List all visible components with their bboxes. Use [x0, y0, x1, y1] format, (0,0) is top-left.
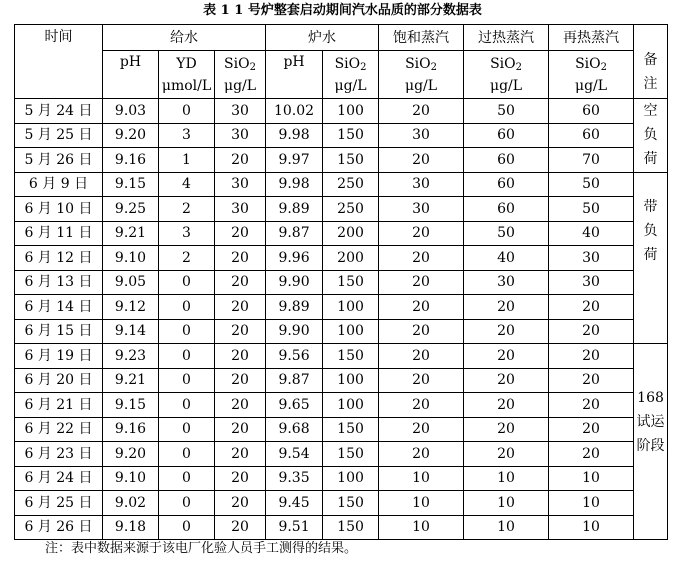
cell-sio2-superheated: 20: [464, 417, 549, 442]
cell-sio2-reheated: 70: [549, 148, 634, 173]
header-sio2-label: SiO$_2$: [405, 55, 437, 73]
cell-yd: 0: [159, 442, 215, 467]
cell-ph-boiler: 9.87: [266, 221, 323, 246]
cell-sio2-feedwater: 20: [215, 515, 266, 540]
header-sio2-label: SiO$_2$: [334, 55, 367, 73]
cell-sio2-saturated: 20: [379, 442, 464, 467]
cell-date: 6 月 23 日: [15, 442, 103, 467]
table-row: [15, 197, 668, 222]
cell-sio2-feedwater: 20: [215, 393, 266, 418]
cell-sio2-boiler: 150: [323, 344, 379, 369]
cell-yd: 0: [159, 466, 215, 491]
table-title: 表 1 1 号炉整套启动期间汽水品质的部分数据表: [203, 3, 482, 18]
header-boiler-water: 炉水: [266, 25, 379, 51]
cell-sio2-boiler: 100: [323, 99, 379, 124]
cell-sio2-reheated: 10: [549, 466, 634, 491]
cell-ph-boiler: 9.87: [266, 368, 323, 393]
cell-sio2-superheated: 60: [464, 123, 549, 148]
cell-sio2-feedwater: 20: [215, 148, 266, 173]
header-sio2-unit: μg/L: [574, 77, 608, 94]
cell-sio2-feedwater: 30: [215, 99, 266, 124]
table-row: [15, 246, 668, 271]
cell-date: 6 月 12 日: [15, 246, 103, 271]
header-sio2-label: SiO$_2$: [490, 55, 522, 73]
cell-sio2-superheated: 50: [464, 221, 549, 246]
cell-sio2-superheated: 20: [464, 344, 549, 369]
cell-sio2-boiler: 100: [323, 368, 379, 393]
cell-sio2-feedwater: 20: [215, 466, 266, 491]
cell-sio2-feedwater: 20: [215, 417, 266, 442]
cell-ph-feedwater: 9.16: [103, 148, 159, 173]
cell-date: 6 月 24 日: [15, 466, 103, 491]
remark-cell: [634, 344, 668, 540]
remark-cell: [634, 99, 668, 173]
table-row: [15, 466, 668, 491]
cell-sio2-saturated: 20: [379, 344, 464, 369]
cell-ph-feedwater: 9.20: [103, 123, 159, 148]
cell-sio2-saturated: 10: [379, 491, 464, 516]
cell-sio2-saturated: 20: [379, 246, 464, 271]
header-ph-boiler: pH: [266, 51, 323, 99]
header-sio2-label: SiO$_2$: [575, 55, 607, 73]
header-remark: [634, 25, 668, 99]
cell-yd: 2: [159, 197, 215, 222]
cell-sio2-boiler: 150: [323, 491, 379, 516]
header-yd-label: YD: [176, 55, 197, 72]
cell-sio2-feedwater: 20: [215, 344, 266, 369]
cell-ph-feedwater: 9.21: [103, 221, 159, 246]
cell-sio2-feedwater: 20: [215, 442, 266, 467]
cell-sio2-feedwater: 20: [215, 368, 266, 393]
header-time: 时间: [15, 25, 103, 99]
cell-yd: 0: [159, 99, 215, 124]
header-saturated-steam: 饱和蒸汽: [379, 25, 464, 51]
cell-ph-boiler: 9.56: [266, 344, 323, 369]
table-row: [15, 172, 668, 197]
cell-sio2-superheated: 30: [464, 270, 549, 295]
table-row: [15, 368, 668, 393]
cell-sio2-saturated: 20: [379, 295, 464, 320]
cell-sio2-saturated: 20: [379, 368, 464, 393]
table-row: [15, 491, 668, 516]
cell-sio2-saturated: 20: [379, 99, 464, 124]
header-yd-unit: μmol/L: [161, 77, 212, 94]
cell-sio2-reheated: 30: [549, 270, 634, 295]
cell-sio2-boiler: 200: [323, 246, 379, 271]
cell-sio2-feedwater: 20: [215, 221, 266, 246]
remark-cell: [634, 172, 668, 344]
cell-date: 6 月 14 日: [15, 295, 103, 320]
header-ph-feedwater: pH: [103, 51, 159, 99]
cell-sio2-boiler: 150: [323, 417, 379, 442]
cell-sio2-superheated: 10: [464, 515, 549, 540]
cell-ph-boiler: 9.89: [266, 197, 323, 222]
table-row: [15, 344, 668, 369]
cell-sio2-boiler: 150: [323, 515, 379, 540]
cell-date: 6 月 15 日: [15, 319, 103, 344]
table-row: [15, 295, 668, 320]
cell-ph-boiler: 9.96: [266, 246, 323, 271]
cell-date: 6 月 9 日: [15, 172, 103, 197]
table-row: [15, 99, 668, 124]
table-row: [15, 319, 668, 344]
cell-sio2-boiler: 100: [323, 319, 379, 344]
cell-sio2-reheated: 20: [549, 344, 634, 369]
cell-ph-boiler: 9.51: [266, 515, 323, 540]
cell-yd: 3: [159, 221, 215, 246]
cell-sio2-boiler: 100: [323, 466, 379, 491]
header-row-groups: [15, 25, 668, 51]
cell-date: 6 月 21 日: [15, 393, 103, 418]
cell-yd: 2: [159, 246, 215, 271]
table-row: [15, 270, 668, 295]
cell-sio2-saturated: 10: [379, 515, 464, 540]
cell-ph-boiler: 9.89: [266, 295, 323, 320]
cell-ph-feedwater: 9.05: [103, 270, 159, 295]
header-sio2-saturated: [379, 51, 464, 99]
cell-ph-boiler: 9.35: [266, 466, 323, 491]
cell-date: 6 月 25 日: [15, 491, 103, 516]
cell-yd: 0: [159, 491, 215, 516]
cell-sio2-saturated: 20: [379, 319, 464, 344]
cell-sio2-feedwater: 30: [215, 123, 266, 148]
cell-sio2-superheated: 20: [464, 442, 549, 467]
remark-text: 带负荷: [643, 198, 658, 263]
cell-sio2-reheated: 60: [549, 123, 634, 148]
cell-sio2-reheated: 10: [549, 491, 634, 516]
header-superheated-steam: 过热蒸汽: [464, 25, 549, 51]
cell-sio2-saturated: 30: [379, 172, 464, 197]
cell-ph-feedwater: 9.21: [103, 368, 159, 393]
cell-date: 5 月 26 日: [15, 148, 103, 173]
header-sio2-reheated: [549, 51, 634, 99]
cell-ph-boiler: 9.90: [266, 270, 323, 295]
cell-yd: 0: [159, 515, 215, 540]
cell-sio2-feedwater: 20: [215, 295, 266, 320]
cell-sio2-superheated: 10: [464, 466, 549, 491]
cell-sio2-superheated: 20: [464, 368, 549, 393]
header-yd: [159, 51, 215, 99]
cell-ph-boiler: 9.98: [266, 123, 323, 148]
cell-yd: 4: [159, 172, 215, 197]
cell-ph-feedwater: 9.03: [103, 99, 159, 124]
cell-ph-feedwater: 9.10: [103, 466, 159, 491]
cell-sio2-superheated: 60: [464, 148, 549, 173]
cell-sio2-reheated: 40: [549, 221, 634, 246]
cell-yd: 0: [159, 319, 215, 344]
cell-ph-boiler: 10.02: [266, 99, 323, 124]
cell-sio2-reheated: 20: [549, 368, 634, 393]
cell-sio2-reheated: 20: [549, 393, 634, 418]
cell-yd: 0: [159, 393, 215, 418]
cell-ph-feedwater: 9.15: [103, 172, 159, 197]
cell-yd: 0: [159, 417, 215, 442]
cell-date: 6 月 11 日: [15, 221, 103, 246]
cell-yd: 0: [159, 368, 215, 393]
cell-ph-feedwater: 9.12: [103, 295, 159, 320]
cell-sio2-feedwater: 20: [215, 246, 266, 271]
cell-ph-feedwater: 9.20: [103, 442, 159, 467]
cell-date: 5 月 25 日: [15, 123, 103, 148]
cell-ph-boiler: 9.68: [266, 417, 323, 442]
cell-ph-feedwater: 9.15: [103, 393, 159, 418]
cell-ph-boiler: 9.65: [266, 393, 323, 418]
cell-sio2-boiler: 100: [323, 295, 379, 320]
cell-ph-boiler: 9.97: [266, 148, 323, 173]
cell-sio2-reheated: 60: [549, 99, 634, 124]
cell-yd: 0: [159, 270, 215, 295]
table-row: [15, 515, 668, 540]
cell-sio2-saturated: 20: [379, 393, 464, 418]
cell-yd: 1: [159, 148, 215, 173]
cell-ph-feedwater: 9.10: [103, 246, 159, 271]
cell-sio2-boiler: 150: [323, 270, 379, 295]
cell-sio2-saturated: 10: [379, 466, 464, 491]
cell-sio2-reheated: 20: [549, 442, 634, 467]
remark-text: 空负荷: [643, 103, 658, 167]
header-feedwater: 给水: [103, 25, 266, 51]
header-row-params: [15, 51, 668, 99]
cell-sio2-saturated: 20: [379, 221, 464, 246]
cell-date: 5 月 24 日: [15, 99, 103, 124]
header-sio2-unit: μg/L: [334, 77, 367, 94]
cell-ph-feedwater: 9.16: [103, 417, 159, 442]
cell-sio2-superheated: 10: [464, 491, 549, 516]
header-sio2-unit: μg/L: [404, 77, 438, 94]
header-sio2-unit: μg/L: [489, 77, 523, 94]
cell-ph-boiler: 9.90: [266, 319, 323, 344]
cell-ph-feedwater: 9.23: [103, 344, 159, 369]
cell-sio2-feedwater: 30: [215, 172, 266, 197]
cell-date: 6 月 13 日: [15, 270, 103, 295]
table-row: [15, 148, 668, 173]
cell-yd: 3: [159, 123, 215, 148]
table-row: [15, 417, 668, 442]
cell-sio2-reheated: 20: [549, 295, 634, 320]
cell-sio2-saturated: 20: [379, 270, 464, 295]
cell-sio2-boiler: 150: [323, 442, 379, 467]
cell-sio2-superheated: 20: [464, 319, 549, 344]
cell-sio2-saturated: 20: [379, 417, 464, 442]
cell-ph-feedwater: 9.18: [103, 515, 159, 540]
table-row: [15, 393, 668, 418]
cell-ph-boiler: 9.54: [266, 442, 323, 467]
cell-date: 6 月 26 日: [15, 515, 103, 540]
cell-ph-boiler: 9.98: [266, 172, 323, 197]
header-sio2-feedwater: [215, 51, 266, 99]
cell-date: 6 月 22 日: [15, 417, 103, 442]
table-row: [15, 221, 668, 246]
header-reheated-steam: 再热蒸汽: [549, 25, 634, 51]
cell-sio2-superheated: 20: [464, 295, 549, 320]
cell-sio2-boiler: 100: [323, 393, 379, 418]
cell-sio2-boiler: 250: [323, 197, 379, 222]
cell-sio2-reheated: 20: [549, 319, 634, 344]
cell-sio2-saturated: 20: [379, 148, 464, 173]
cell-ph-boiler: 9.45: [266, 491, 323, 516]
cell-date: 6 月 19 日: [15, 344, 103, 369]
cell-sio2-superheated: 60: [464, 172, 549, 197]
water-steam-quality-table: [14, 24, 668, 540]
remark-text: 168 试运阶段: [636, 390, 665, 454]
cell-sio2-reheated: 50: [549, 172, 634, 197]
cell-sio2-superheated: 20: [464, 393, 549, 418]
table-row: [15, 442, 668, 467]
cell-ph-feedwater: 9.14: [103, 319, 159, 344]
cell-sio2-superheated: 60: [464, 197, 549, 222]
cell-ph-feedwater: 9.02: [103, 491, 159, 516]
header-sio2-unit: μg/L: [223, 77, 257, 94]
cell-sio2-reheated: 20: [549, 417, 634, 442]
cell-sio2-boiler: 200: [323, 221, 379, 246]
table-row: [15, 123, 668, 148]
cell-date: 6 月 10 日: [15, 197, 103, 222]
cell-sio2-superheated: 50: [464, 99, 549, 124]
cell-sio2-feedwater: 20: [215, 491, 266, 516]
cell-sio2-saturated: 30: [379, 197, 464, 222]
cell-yd: 0: [159, 344, 215, 369]
cell-sio2-superheated: 40: [464, 246, 549, 271]
header-sio2-label: SiO$_2$: [224, 55, 256, 73]
cell-yd: 0: [159, 295, 215, 320]
cell-sio2-reheated: 50: [549, 197, 634, 222]
header-sio2-boiler: [323, 51, 379, 99]
cell-ph-feedwater: 9.25: [103, 197, 159, 222]
header-sio2-superheated: [464, 51, 549, 99]
header-remark-text: 备注: [643, 52, 658, 92]
cell-sio2-feedwater: 20: [215, 270, 266, 295]
cell-sio2-reheated: 30: [549, 246, 634, 271]
cell-sio2-boiler: 150: [323, 148, 379, 173]
footnote: 注：表中数据来源于该电厂化验人员手工测得的结果。: [45, 541, 358, 556]
cell-sio2-reheated: 10: [549, 515, 634, 540]
cell-sio2-feedwater: 20: [215, 319, 266, 344]
cell-sio2-boiler: 250: [323, 172, 379, 197]
cell-sio2-feedwater: 30: [215, 197, 266, 222]
cell-sio2-boiler: 150: [323, 123, 379, 148]
cell-sio2-saturated: 30: [379, 123, 464, 148]
cell-date: 6 月 20 日: [15, 368, 103, 393]
